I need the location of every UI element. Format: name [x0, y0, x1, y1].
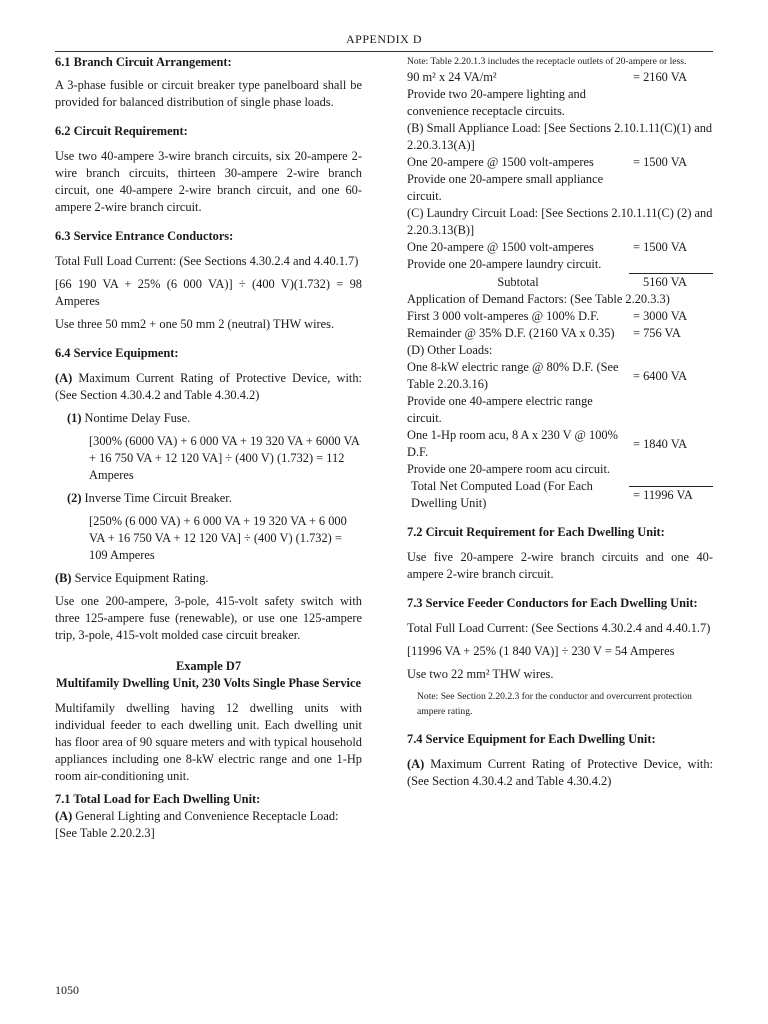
calc-row-label: (C) Laundry Circuit Load: [See Sections 2.10.1.11(C) (2) and 2.20.3.13(B)]: [407, 206, 713, 237]
calc-row-label: One 8-kW electric range @ 80% D.F. (See Table 2.20.3.16): [407, 360, 619, 391]
calc-row-value: = 6400 VA: [633, 368, 688, 383]
section-7-3-text-2: [11996 VA + 25% (1 840 VA)] ÷ 230 V = 54 Amperes: [407, 644, 675, 658]
page-number: 1050: [55, 983, 79, 997]
calc-row-label: One 20-ampere @ 1500 volt-amperes: [407, 240, 594, 254]
calc-row-label: First 3 000 volt-amperes @ 100% D.F.: [407, 309, 600, 323]
calc-row: [407, 205, 713, 239]
calc-row-value: 5160 VA: [629, 273, 713, 291]
calc-row-value: = 756 VA: [633, 326, 681, 340]
section-6-3-text-1: Total Full Load Current: (See Sections 4.30.2.4 and 4.40.1.7): [55, 254, 359, 268]
calc-row-label: Application of Demand Factors: (See Table 2.20.3.3): [407, 292, 670, 306]
calc-row-label: One 20-ampere @ 1500 volt-amperes: [407, 155, 594, 169]
note-conductor: Note: See Section 2.20.2.3 for the conductor and overcurrent protection ampere rating.: [417, 691, 692, 717]
section-6-4-2: [55, 490, 362, 507]
calc-row: [407, 239, 713, 256]
section-6-4-b-text: Service Equipment Rating.: [71, 571, 209, 585]
section-7-4-a: [407, 756, 713, 790]
section-6-1-text: A 3-phase fusible or circuit breaker type panelboard shall be provided for balanced distribution of single phase loads.: [55, 78, 362, 109]
calc-row: [407, 325, 713, 342]
note-receptacle: Note: Table 2.20.1.3 includes the receptacle outlets of 20-ampere or less.: [407, 56, 687, 67]
calc-row-label: Provide one 20-ampere laundry circuit.: [407, 257, 602, 271]
section-7-3-text-1: Total Full Load Current: (See Sections 4.30.2.4 and 4.40.1.7): [407, 621, 711, 635]
section-6-2-text: Use two 40-ampere 3-wire branch circuits, six 20-ampere 2-wire branch circuits, thirteen 30-ampere 2-wire branch circuit, one 40-ampere 2-wire branch circuit, and one 60-ampere 2-wire branch circuit.: [55, 149, 362, 214]
calc-row: [407, 256, 713, 273]
calc-row-value: = 3000 VA: [633, 309, 688, 323]
calc-row-value: = 1500 VA: [633, 240, 688, 254]
section-7-1-a-label: (A): [55, 809, 73, 823]
calc-row: [407, 393, 713, 427]
section-7-1-title: 7.1 Total Load for Each Dwelling Unit:: [55, 792, 261, 806]
calc-row: [407, 291, 713, 308]
section-7-3-text-3: Use two 22 mm² THW wires.: [407, 667, 554, 681]
section-6-4-1-label: (1): [67, 411, 82, 425]
section-7-4-a-text: Maximum Current Rating of Protective Device, with: (See Section 4.30.4.2 and Table 4.30.4.2): [407, 757, 713, 788]
section-6-4-2-text: Inverse Time Circuit Breaker.: [81, 491, 232, 505]
left-column: [55, 54, 362, 842]
calc-row-label: 90 m² x 24 VA/m²: [407, 70, 497, 84]
calc-row-value: = 1840 VA: [633, 436, 688, 451]
calc-row: [407, 120, 713, 154]
example-subtitle: Multifamily Dwelling Unit, 230 Volts Single Phase Service: [56, 676, 361, 690]
section-6-4-b: [55, 570, 362, 587]
section-6-4-1-text: Nontime Delay Fuse.: [81, 411, 191, 425]
calc-row: [407, 69, 713, 86]
calc-row: [407, 171, 713, 205]
page-header: APPENDIX D: [345, 32, 422, 46]
section-6-4-b-label: (B): [55, 571, 72, 585]
subtotal-row: [407, 273, 713, 291]
section-7-3-title: 7.3 Service Feeder Conductors for Each Dwelling Unit:: [407, 596, 698, 610]
section-7-2-text: Use five 20-ampere 2-wire branch circuits and one 40-ampere 2-wire branch circuit.: [407, 550, 713, 581]
calc-row-label: (D) Other Loads:: [407, 343, 493, 357]
calc-row: [407, 359, 713, 393]
calc-row: [407, 342, 713, 359]
calc-row: [407, 308, 713, 325]
header-rule: [55, 51, 713, 52]
right-column: [407, 54, 713, 790]
calc-row: [407, 461, 713, 478]
section-6-4-2-label: (2): [67, 491, 82, 505]
section-6-3-text-2: [66 190 VA + 25% (6 000 VA)] ÷ (400 V)(1.732) = 98 Amperes: [55, 277, 362, 308]
section-6-4-1-calc: [300% (6000 VA) + 6 000 VA + 19 320 VA + 6000 VA + 16 750 VA + 12 120 VA] ÷ (400 V) (1.732) = 112 Amperes: [89, 434, 360, 482]
section-6-4-b-body: Use one 200-ampere, 3-pole, 415-volt safety switch with three 125-ampere fuse (renewable), or use one 125-ampere trip, 3-pole, 415-volt molded case circuit breaker.: [55, 594, 362, 642]
calc-row-label: Provide two 20-ampere lighting and convenience receptacle circuits.: [407, 87, 586, 118]
section-6-4-a: [55, 370, 362, 404]
total-row: [407, 478, 713, 512]
section-7-4-title: 7.4 Service Equipment for Each Dwelling Unit:: [407, 732, 656, 746]
calc-row-value: = 11996 VA: [629, 486, 713, 504]
calc-row-label: Provide one 20-ampere small appliance circuit.: [407, 172, 604, 203]
calc-row: [407, 427, 713, 461]
section-6-4-a-label: (A): [55, 371, 73, 385]
calc-row-label: Provide one 20-ampere room acu circuit.: [407, 462, 610, 476]
calc-row-label: Remainder @ 35% D.F. (2160 VA x 0.35): [407, 326, 615, 340]
calc-row-label: (B) Small Appliance Load: [See Sections 2.10.1.11(C)(1) and 2.20.3.13(A)]: [407, 121, 713, 152]
example-title: Example D7: [175, 659, 242, 673]
calc-row-label: Provide one 40-ampere electric range circuit.: [407, 394, 593, 425]
section-6-2-title: 6.2 Circuit Requirement:: [55, 124, 188, 138]
calc-row-value: = 2160 VA: [633, 70, 688, 84]
section-6-4-a-text: Maximum Current Rating of Protective Device, with: (See Section 4.30.4.2 and Table 4.30.4.2): [55, 371, 362, 402]
calc-row: [407, 86, 713, 120]
section-7-1-a: [55, 808, 362, 842]
section-7-1-a-text: General Lighting and Convenience Receptacle Load: [See Table 2.20.2.3]: [55, 809, 339, 840]
section-6-3-title: 6.3 Service Entrance Conductors:: [55, 229, 234, 243]
calc-row-label: Total Net Computed Load (For Each Dwelling Unit): [411, 479, 593, 510]
section-7-2-title: 7.2 Circuit Requirement for Each Dwelling Unit:: [407, 525, 665, 539]
section-6-3-text-3: Use three 50 mm2 + one 50 mm 2 (neutral) THW wires.: [55, 317, 335, 331]
section-6-4-title: 6.4 Service Equipment:: [55, 346, 179, 360]
calc-row-value: = 1500 VA: [633, 155, 688, 169]
calc-row: [407, 154, 713, 171]
calc-row-label: Subtotal: [497, 274, 539, 289]
section-6-4-1: [55, 410, 362, 427]
calc-row-label: One 1-Hp room acu, 8 A x 230 V @ 100% D.F.: [407, 428, 618, 459]
example-text: Multifamily dwelling having 12 dwelling units with individual feeder to each dwelling unit. Each dwelling unit has floor area of 90 square meters and with typical household appliances including one 8-kW electric range and one 1-Hp room air-conditioning unit.: [55, 701, 362, 783]
section-6-4-2-calc: [250% (6 000 VA) + 6 000 VA + 19 320 VA + 6 000 VA + 16 750 VA + 12 120 VA] ÷ (400 V) (1.732) = 109 Amperes: [89, 514, 347, 562]
section-6-1-title: 6.1 Branch Circuit Arrangement:: [55, 55, 232, 69]
section-7-4-a-label: (A): [407, 757, 425, 771]
